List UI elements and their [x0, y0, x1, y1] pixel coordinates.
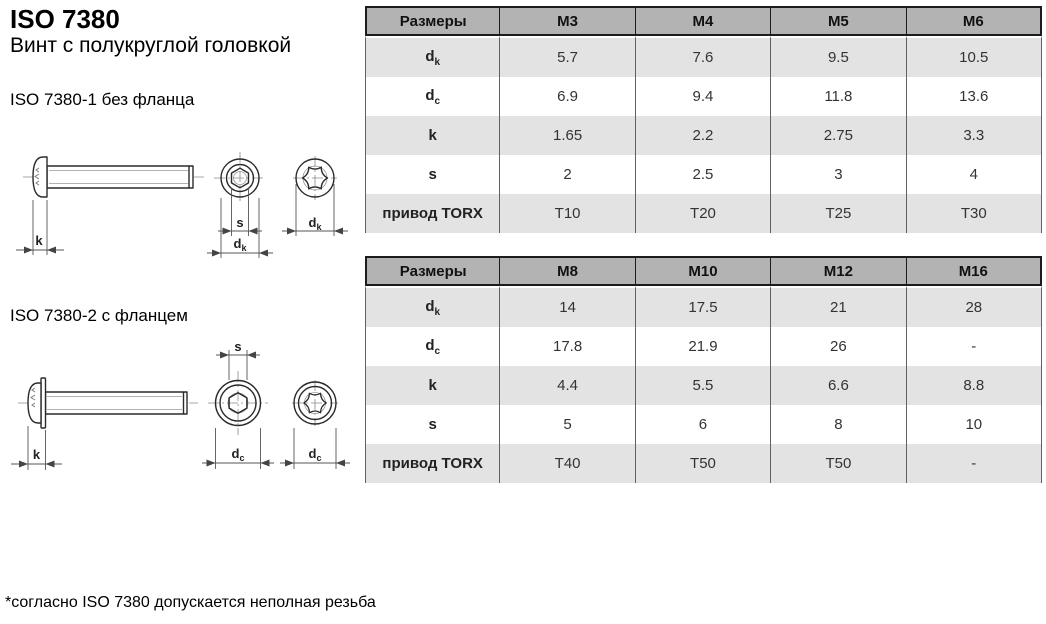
table-cell: 1.65	[500, 116, 635, 155]
table-cell: T20	[636, 194, 771, 233]
table-cell: T40	[500, 444, 635, 483]
table-cell: -	[907, 444, 1042, 483]
dimensions-table-m3-m6	[365, 6, 1042, 233]
header-cell-m5: M5	[771, 6, 906, 36]
table-cell: 6.6	[771, 366, 906, 405]
table-row	[365, 405, 1042, 444]
row-label: привод TORX	[365, 444, 500, 483]
table-cell: 6.9	[500, 77, 635, 116]
table-cell: 4.4	[500, 366, 635, 405]
table-cell: 2.75	[771, 116, 906, 155]
row-label: $d_c$	[365, 327, 500, 366]
table-cell: T10	[500, 194, 635, 233]
table-cell: 17.8	[500, 327, 635, 366]
table-cell: 21.9	[636, 327, 771, 366]
table-cell: 2.2	[636, 116, 771, 155]
dimensions-table-m8-m16-container	[365, 256, 1042, 483]
table-row	[365, 286, 1042, 327]
dim-label-d-sub: k	[316, 222, 322, 232]
table-cell: -	[907, 327, 1042, 366]
page-subtitle: Винт с полукруглой головкой	[10, 34, 292, 57]
table-row	[365, 155, 1042, 194]
row-label: $d_k$	[365, 286, 500, 327]
header-cell-m16: M16	[907, 256, 1042, 286]
table-cell: 9.4	[636, 77, 771, 116]
row-label: $d_k$	[365, 36, 500, 77]
dim-label-d-base: d	[231, 446, 240, 461]
front-view-hex-socket	[202, 339, 274, 469]
table-row	[365, 444, 1042, 483]
row-label: k	[365, 366, 500, 405]
table-row	[365, 366, 1042, 405]
dim-label-d-sub: c	[316, 453, 322, 463]
dim-label-d-sub: k	[241, 243, 247, 253]
table-cell: 7.6	[636, 36, 771, 77]
table-cell: 8.8	[907, 366, 1042, 405]
table-row	[365, 327, 1042, 366]
section-label-iso7380-1: ISO 7380-1 без фланца	[10, 90, 195, 109]
table-cell: 5.5	[636, 366, 771, 405]
dim-label-d-base: d	[308, 215, 317, 230]
row-label: s	[365, 405, 500, 444]
table-cell: 2	[500, 155, 635, 194]
header-cell-m3: M3	[500, 6, 635, 36]
table-row	[365, 116, 1042, 155]
section-label-iso7380-2: ISO 7380-2 с фланцем	[10, 306, 188, 325]
front-view-torx	[280, 380, 350, 469]
table-cell: T50	[636, 444, 771, 483]
table-cell: 17.5	[636, 286, 771, 327]
table-cell: 9.5	[771, 36, 906, 77]
dim-label-k: k	[32, 447, 41, 462]
table-cell: 8	[771, 405, 906, 444]
header-cell-sizes: Размеры	[365, 6, 500, 36]
front-view-torx	[282, 156, 348, 236]
dim-label-dk	[309, 215, 323, 232]
footnote: *согласно ISO 7380 допускается неполная резьба	[5, 594, 376, 611]
table-cell: 4	[907, 155, 1042, 194]
drawing-iso7380-2	[8, 338, 353, 480]
header-cell-m12: M12	[771, 256, 906, 286]
table-cell: 10	[907, 405, 1042, 444]
header-row	[365, 256, 1042, 286]
table-cell: 10.5	[907, 36, 1042, 77]
table-cell: 2.5	[636, 155, 771, 194]
table-row	[365, 194, 1042, 233]
dim-label-d-base: d	[308, 446, 317, 461]
dim-label-s: s	[234, 339, 242, 354]
page-title: ISO 7380	[10, 4, 120, 34]
header-cell-sizes: Размеры	[365, 256, 500, 286]
header-cell-m10: M10	[636, 256, 771, 286]
dimension-dk-torx	[282, 184, 348, 236]
table-cell: 5	[500, 405, 635, 444]
table-cell: T30	[907, 194, 1042, 233]
table-cell: T25	[771, 194, 906, 233]
dim-label-dc	[309, 446, 322, 463]
table-cell: 11.8	[771, 77, 906, 116]
header-cell-m8: M8	[500, 256, 635, 286]
table-row	[365, 36, 1042, 77]
table-cell: 26	[771, 327, 906, 366]
header-row	[365, 6, 1042, 36]
table-cell: 3	[771, 155, 906, 194]
table-cell: 3.3	[907, 116, 1042, 155]
drawing-iso7380-1	[8, 140, 353, 266]
dimension-dc-torx	[280, 428, 350, 469]
table-row	[365, 77, 1042, 116]
front-view-hex-socket	[207, 152, 273, 258]
screw-side-view-flanged	[11, 378, 198, 470]
dim-label-dc	[232, 446, 245, 463]
dim-label-k: k	[35, 233, 43, 248]
screw-side-view	[16, 157, 204, 255]
row-label: k	[365, 116, 500, 155]
table-cell: 6	[636, 405, 771, 444]
table-cell: 14	[500, 286, 635, 327]
header-cell-m6: M6	[907, 6, 1042, 36]
table-cell: 13.6	[907, 77, 1042, 116]
row-label: s	[365, 155, 500, 194]
table-cell: 5.7	[500, 36, 635, 77]
dim-label-s: s	[236, 215, 244, 230]
dimensions-table-m8-m16	[365, 256, 1042, 483]
dimension-k	[16, 200, 64, 255]
row-label: $d_c$	[365, 77, 500, 116]
table-cell: 21	[771, 286, 906, 327]
dimension-k	[11, 426, 62, 470]
dim-label-d-base: d	[233, 236, 242, 251]
table-cell: T50	[771, 444, 906, 483]
dimensions-table-m3-m6-container	[365, 6, 1042, 233]
header-cell-m4: M4	[636, 6, 771, 36]
row-label: привод TORX	[365, 194, 500, 233]
dim-label-d-sub: c	[239, 453, 245, 463]
table-cell: 28	[907, 286, 1042, 327]
dim-label-dk	[234, 236, 248, 253]
